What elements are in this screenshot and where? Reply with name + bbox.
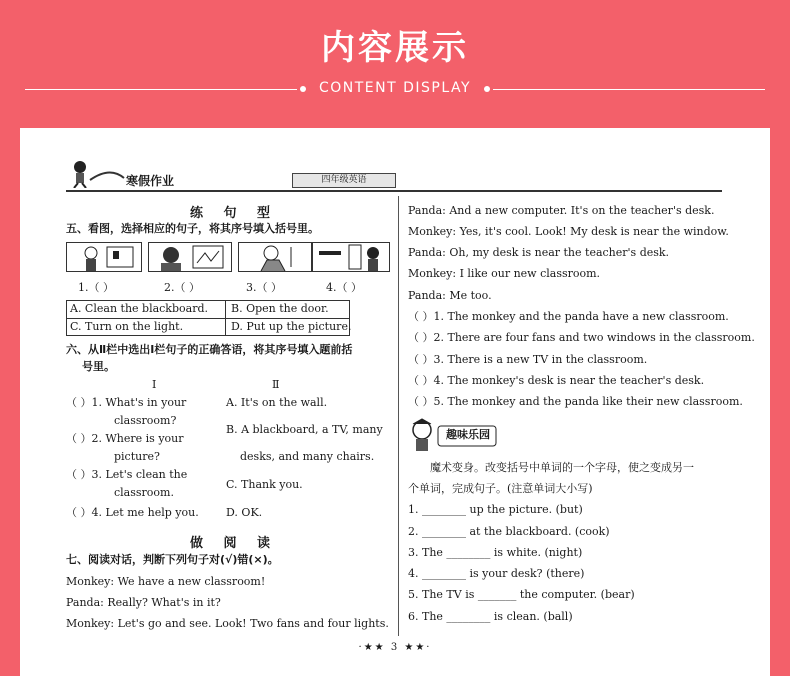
fun-intro-line1: 魔术变身。改变括号中单词的一个字母，使之变成另一 — [430, 461, 694, 474]
banner-title: 内容展示 — [321, 28, 469, 68]
dialogue-line-8: Panda: Me too. — [408, 289, 492, 302]
fun-intro-line2: 个单词，完成句子。(注意单词大小写) — [408, 482, 593, 495]
header-rule — [66, 190, 722, 192]
section-title-practice: 练 句 型 — [190, 206, 279, 221]
judgement-4[interactable]: （ ）4. The monkey's desk is near the teacher's desk. — [408, 374, 705, 387]
fun-item-5[interactable]: 5. The TV is _______ the computer. (bear) — [408, 588, 635, 601]
fun-badge-label: 趣味乐园 — [446, 428, 490, 441]
picture-3 — [238, 242, 312, 272]
answer-d: D. OK. — [226, 506, 263, 519]
blank-3[interactable]: 3.（ ） — [246, 281, 282, 294]
dialogue-line-4: Panda: And a new computer. It's on the teacher's desk. — [408, 204, 715, 217]
q5-instruction: 五、看图，选择相应的句子，将其序号填入括号里。 — [66, 222, 319, 235]
judgement-1[interactable]: （ ）1. The monkey and the panda have a new classroom. — [408, 310, 729, 323]
option-c: C. Turn on the light. — [70, 320, 184, 333]
judgement-2[interactable]: （ ）2. There are four fans and two windows in the classroom. — [408, 331, 755, 344]
worksheet-title: 寒假作业 — [126, 174, 175, 188]
match-item-1-cont: classroom? — [114, 414, 177, 427]
column-one-header: Ⅰ — [152, 378, 157, 391]
option-d: D. Put up the picture. — [231, 320, 352, 333]
picture-1 — [66, 242, 142, 272]
q7-instruction: 七、阅读对话，判断下列句子对(√)错(×)。 — [66, 553, 279, 566]
grade-label: 四年级英语 — [292, 173, 396, 188]
divider-line-right — [493, 89, 765, 90]
dialogue-line-5: Monkey: Yes, it's cool. Look! My desk is near the window. — [408, 225, 729, 238]
match-item-2-cont: picture? — [114, 450, 160, 463]
banner-subtitle-row — [0, 80, 790, 100]
fun-item-1[interactable]: 1. ________ up the picture. (but) — [408, 503, 583, 516]
fun-item-3[interactable]: 3. The ________ is white. (night) — [408, 546, 583, 559]
option-a: A. Clean the blackboard. — [70, 302, 208, 315]
dialogue-line-1: Monkey: We have a new classroom! — [66, 575, 266, 588]
options-table — [66, 300, 350, 336]
answer-b-cont: desks, and many chairs. — [240, 450, 375, 463]
answer-b: B. A blackboard, a TV, many — [226, 423, 383, 436]
judgement-3[interactable]: （ ）3. There is a new TV in the classroom. — [408, 353, 648, 366]
blank-1[interactable]: 1.（ ） — [78, 281, 114, 294]
option-b: B. Open the door. — [231, 302, 329, 315]
fun-item-4[interactable]: 4. ________ is your desk? (there) — [408, 567, 585, 580]
match-item-2[interactable]: （ ）2. Where is your — [66, 432, 184, 445]
section-title-reading: 做 阅 读 — [190, 536, 279, 551]
page-number: ·★★ 3 ★★· — [358, 642, 432, 653]
divider-line-left — [25, 89, 297, 90]
fun-item-6[interactable]: 6. The ________ is clean. (ball) — [408, 610, 573, 623]
column-two-header: Ⅱ — [272, 378, 280, 391]
worksheet-page — [20, 128, 770, 676]
divider-dot-right — [484, 86, 490, 92]
dialogue-line-2: Panda: Really? What's in it? — [66, 596, 221, 609]
blank-4[interactable]: 4.（ ） — [326, 281, 362, 294]
answer-c: C. Thank you. — [226, 478, 303, 491]
picture-2 — [148, 242, 232, 272]
fun-item-2[interactable]: 2. ________ at the blackboard. (cook) — [408, 525, 610, 538]
answer-a: A. It's on the wall. — [226, 396, 328, 409]
banner-subtitle: CONTENT DISPLAY — [318, 80, 472, 96]
judgement-5[interactable]: （ ）5. The monkey and the panda like their new classroom. — [408, 395, 743, 408]
blank-2[interactable]: 2.（ ） — [164, 281, 200, 294]
match-item-1[interactable]: （ ）1. What's in your — [66, 396, 187, 409]
q6-instruction-line2: 号里。 — [82, 360, 115, 373]
match-item-3-cont: classroom. — [114, 486, 174, 499]
picture-4 — [312, 242, 390, 272]
q6-instruction-line1: 六、从Ⅱ栏中选出Ⅰ栏句子的正确答语，将其序号填入题前括 — [66, 343, 353, 356]
match-item-3[interactable]: （ ）3. Let's clean the — [66, 468, 188, 481]
dialogue-line-7: Monkey: I like our new classroom. — [408, 267, 601, 280]
match-item-4[interactable]: （ ）4. Let me help you. — [66, 506, 199, 519]
column-divider — [398, 196, 399, 636]
dialogue-line-6: Panda: Oh, my desk is near the teacher's desk. — [408, 246, 670, 259]
dialogue-line-3: Monkey: Let's go and see. Look! Two fans and four lights. — [66, 617, 389, 630]
